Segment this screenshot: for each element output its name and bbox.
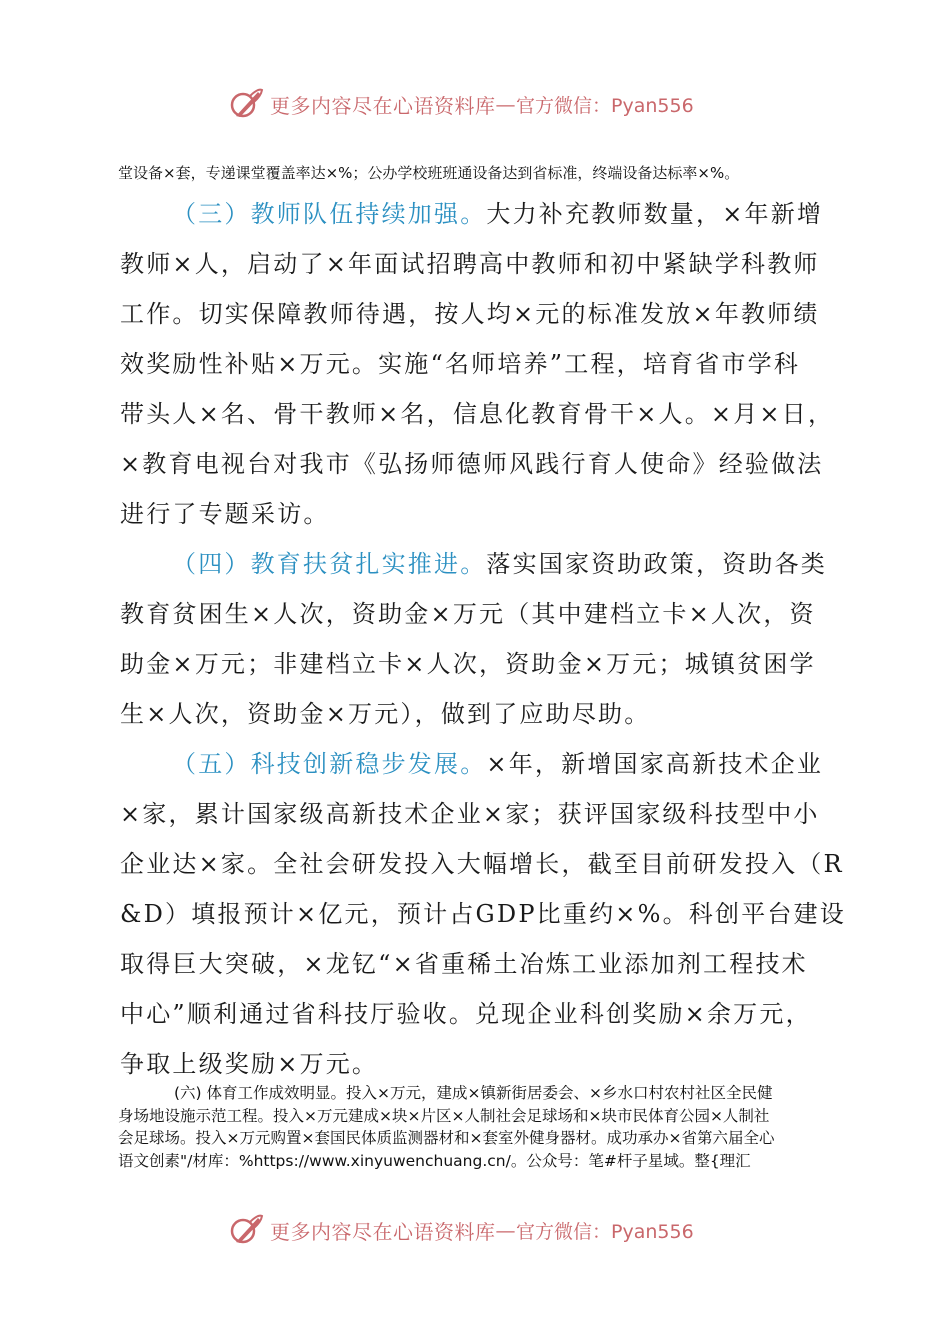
section-3 — [120, 189, 836, 539]
section-5-line: &D）填报预计×亿元，预计占GDP比重约×%。科创平台建设 — [120, 900, 846, 928]
section-6 — [118, 1082, 834, 1172]
section-4-line: 生×人次，资助金×万元），做到了应助尽助。 — [120, 700, 651, 728]
section-3-line: 进行了专题采访。 — [120, 500, 330, 528]
banner-contact-text: 官方微信：Pyan556 — [516, 94, 694, 117]
header-banner — [228, 82, 748, 126]
section-6-line: 语文创素"/材库：%https://www.xinyuwenchuang.cn/。公众号：笔#杆子星域。整{理汇 — [118, 1151, 751, 1170]
section-3-heading: （三）教师队伍持续加强。 — [172, 200, 487, 228]
section-4-line: 助金×万元；非建档立卡×人次，资助金×万元；城镇贫困学 — [120, 650, 816, 678]
banner-contact-text: 官方微信：Pyan556 — [516, 1220, 694, 1243]
document-body — [120, 189, 846, 1089]
section-5-heading: （五）科技创新稳步发展。 — [172, 750, 487, 778]
section-3-line: 教师×人，启动了×年面试招聘高中教师和初中紧缺学科教师 — [120, 250, 820, 278]
section-3-line: 效奖励性补贴×万元。实施“名师培养”工程，培育省市学科 — [120, 350, 801, 378]
section-4-heading: （四）教育扶贫扎实推进。 — [172, 550, 487, 578]
banner-separator: — — [495, 92, 516, 116]
section-5-line: 中心”顺利通过省科技厅验收。兑现企业科创奖励×余万元， — [120, 1000, 812, 1028]
banner-site-text: 更多内容尽在心语资料库 — [270, 1219, 496, 1244]
section-3-line: 大力补充教师数量，×年新增 — [486, 200, 824, 228]
section-3-line: 带头人×名、骨干教师×名，信息化教育骨干×人。×月×日， — [120, 400, 835, 428]
footer-banner — [228, 1208, 748, 1252]
section-5-line: 争取上级奖励×万元。 — [120, 1050, 379, 1078]
section-4-line: 落实国家资助政策，资助各类 — [486, 550, 828, 578]
feather-pen-logo-icon — [228, 86, 264, 122]
section-3-line: 工作。切实保障教师待遇，按人均×元的标准发放×年教师绩 — [120, 300, 820, 328]
banner-site-text: 更多内容尽在心语资料库 — [270, 93, 496, 118]
section-5-line: 取得巨大突破，×龙钇“×省重稀土冶炼工业添加剂工程技术 — [120, 950, 808, 978]
section-6-line: 身场地设施示范工程。投入×万元建成×块×片区×人制社会足球场和×块市民体育公园×人制社 — [118, 1106, 770, 1125]
section-5-line: ×年，新增国家高新技术企业 — [486, 750, 824, 778]
section-5-line: 企业达×家。全社会研发投入大幅增长，截至目前研发投入（R — [120, 850, 844, 878]
section-4 — [120, 539, 836, 739]
top-fragment: 堂设备×套，专递课堂覆盖率达×%；公办学校班班通设备达到省标准，终端设备达标率×%。 — [118, 164, 740, 182]
section-6-line: 会足球场。投入×万元购置×套国民体质监测器材和×套室外健身器材。成功承办×省第六届全心 — [118, 1129, 775, 1147]
section-6-line: (六) 体育工作成效明显。投入×万元，建成×镇新街居委会、×乡水口村农村社区全民健 — [174, 1084, 773, 1102]
section-5 — [120, 739, 846, 1089]
feather-pen-logo-icon — [228, 1212, 264, 1248]
section-5-line: ×家，累计国家级高新技术企业×家；获评国家级科技型中小 — [120, 800, 820, 828]
banner-separator: — — [495, 1218, 516, 1242]
section-4-line: 教育贫困生×人次，资助金×万元（其中建档立卡×人次，资 — [120, 600, 816, 628]
section-3-line: ×教育电视台对我市《弘扬师德师风践行育人使命》经验做法 — [120, 450, 824, 478]
